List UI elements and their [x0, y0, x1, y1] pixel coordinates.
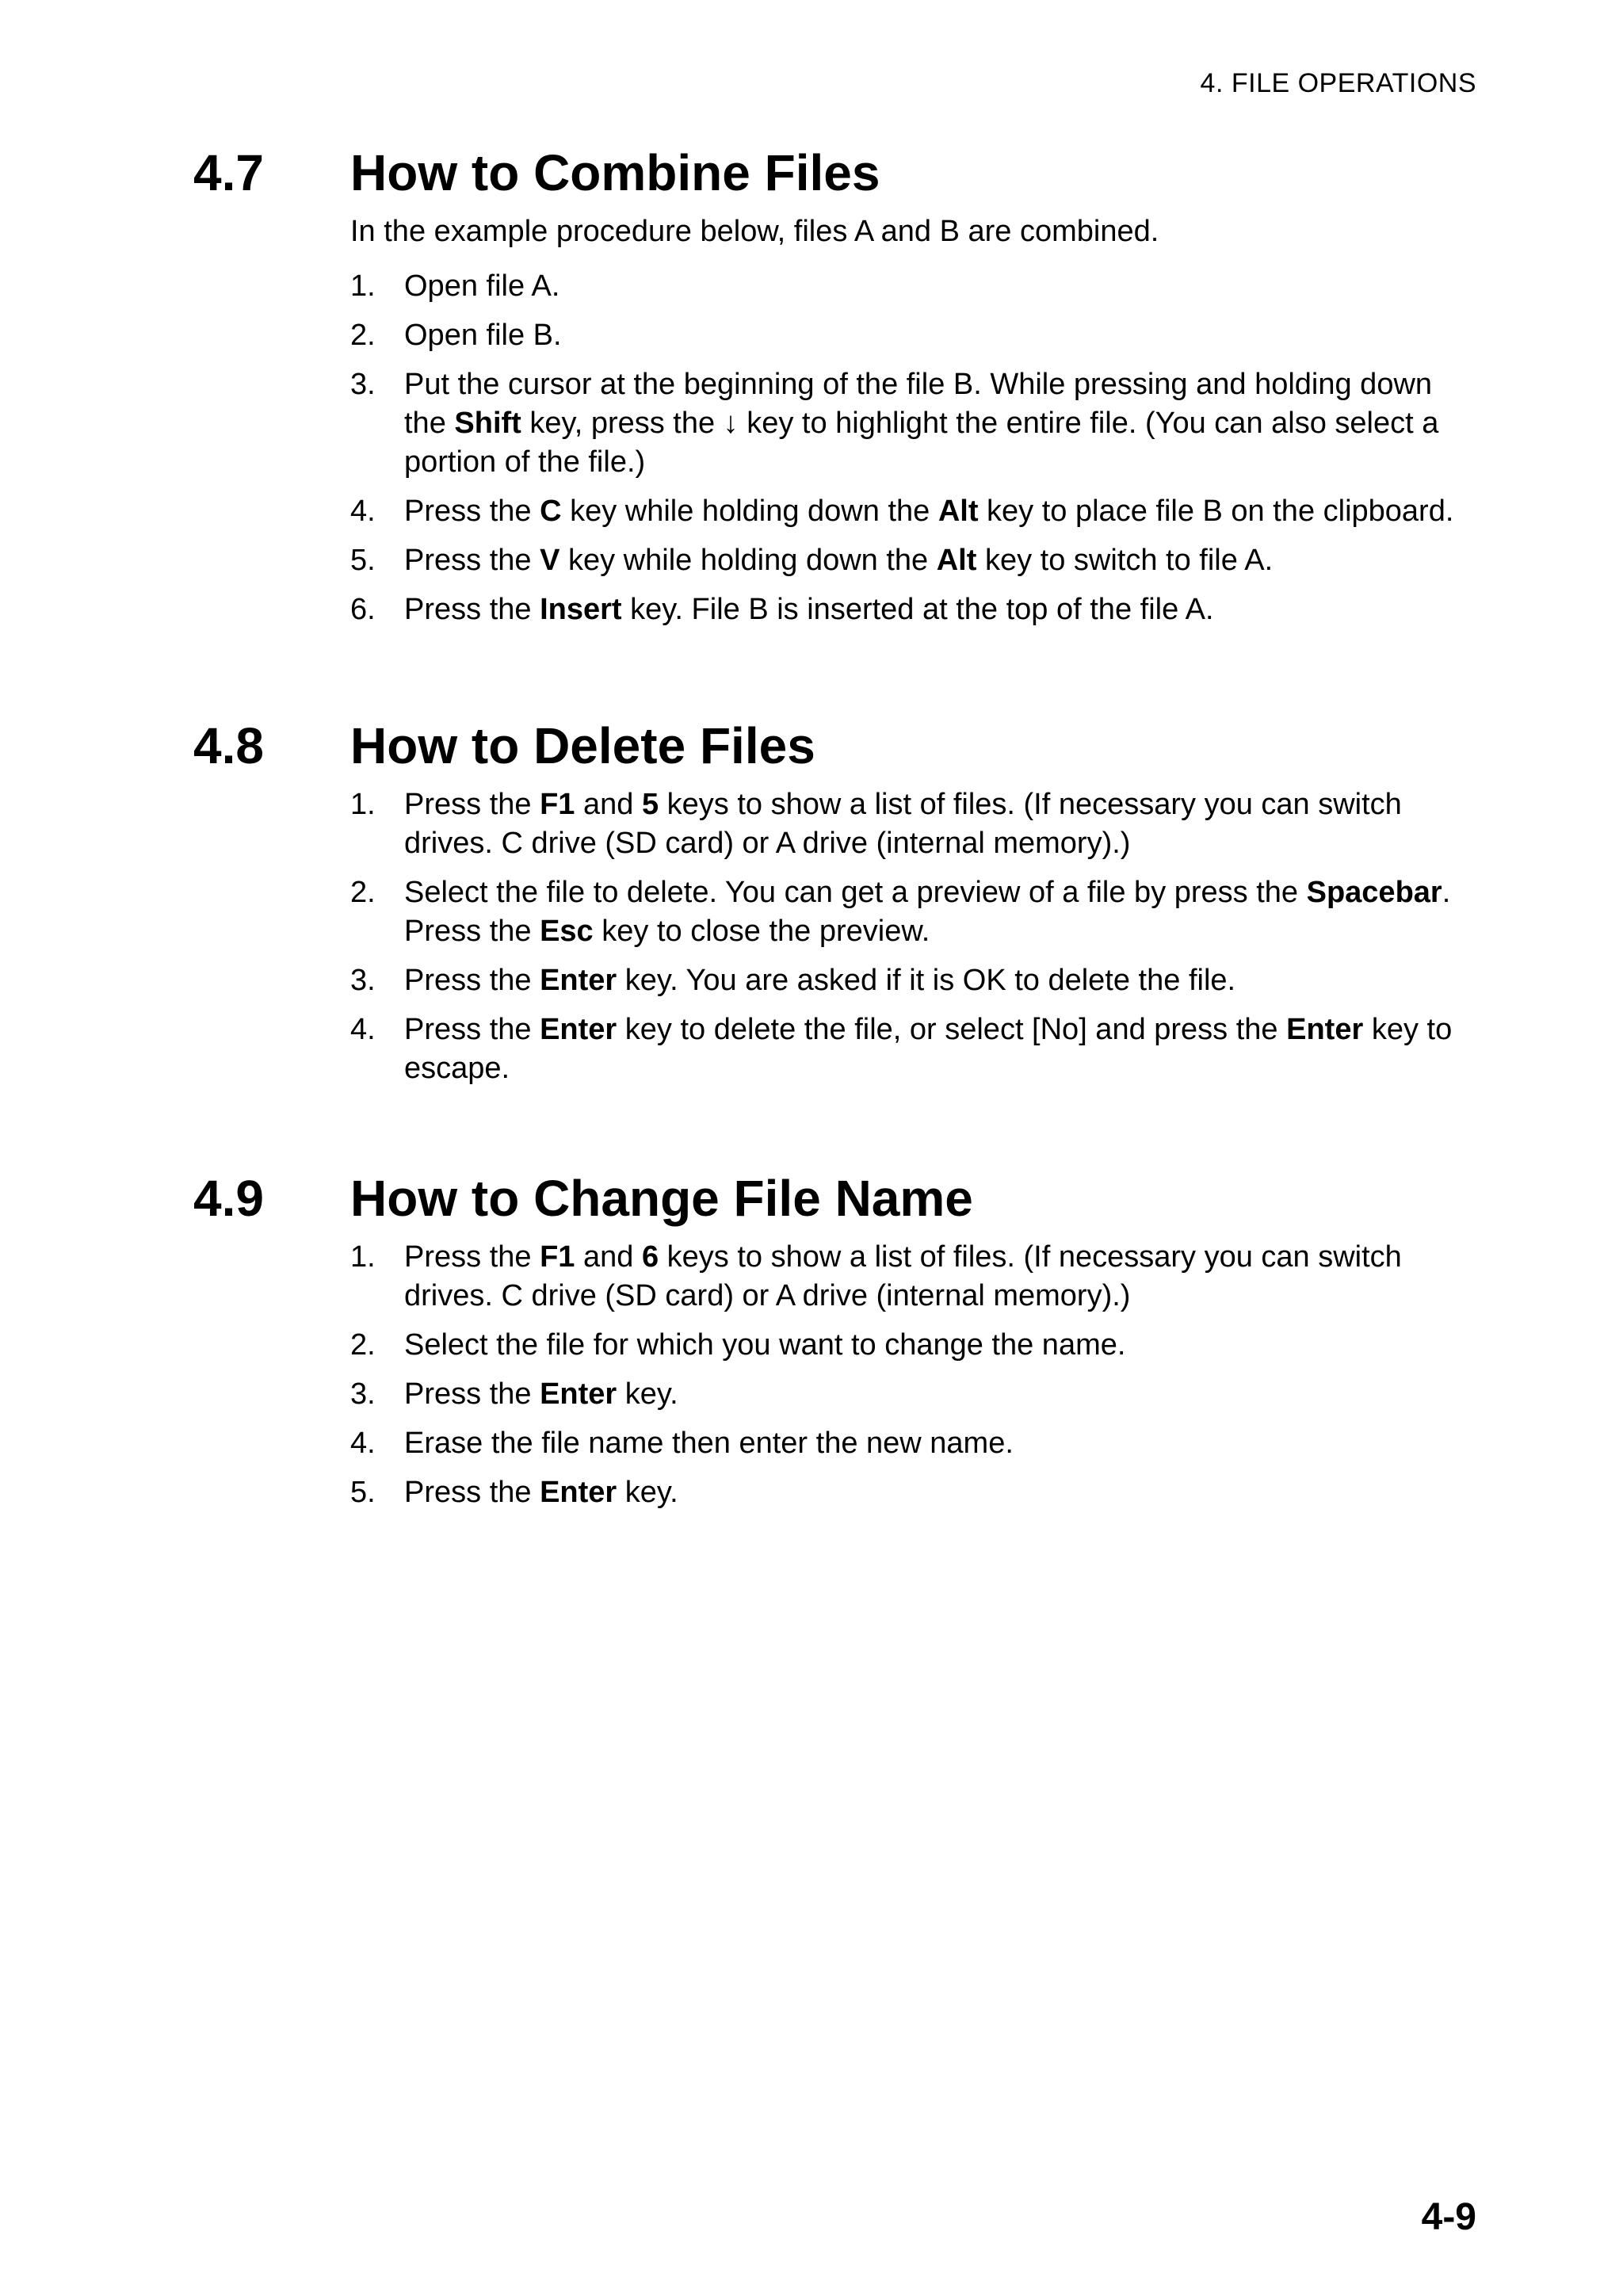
step-text-run: key to switch to file A. [976, 544, 1274, 577]
list-item [350, 961, 1477, 1000]
key-name: Enter [540, 964, 617, 997]
step-text [404, 1010, 1477, 1088]
section-number: 4.9 [193, 1170, 264, 1227]
step-text [404, 961, 1477, 1000]
step-list [350, 785, 1477, 1088]
section-body [350, 1238, 1477, 1512]
key-name: Enter [540, 1377, 617, 1411]
section-delete-files [193, 714, 1477, 1098]
key-name: 5 [641, 788, 659, 821]
step-text-run: keys to show a list of files. (If necessary you can switch drives. C drive (SD card) or A drive (internal memory).) [404, 1240, 1402, 1312]
step-text-run: Put the cursor at the beginning of the file B. While pressing and holding down the [404, 368, 1433, 440]
key-name: Alt [936, 544, 977, 577]
step-number: 1. [350, 1240, 376, 1274]
step-text-run: key, press the ↓ key to highlight the entire file. (You can also select a portion of the file.) [404, 407, 1439, 479]
step-text [404, 1326, 1477, 1365]
key-name: Enter [540, 1476, 617, 1509]
key-name: Shift [454, 407, 521, 440]
step-text [404, 492, 1477, 531]
step-number: 2. [350, 319, 376, 352]
list-item [350, 1238, 1477, 1316]
step-text-run: and [575, 788, 642, 821]
list-item [350, 1010, 1477, 1088]
step-text [404, 267, 1477, 306]
step-text-run: key to place file B on the clipboard. [978, 495, 1454, 528]
step-number: 4. [350, 495, 376, 528]
key-name: Insert [540, 593, 622, 626]
step-number: 1. [350, 269, 376, 303]
section-body [350, 785, 1477, 1088]
step-text-run: key to close the preview. [593, 915, 930, 948]
list-item [350, 1375, 1477, 1414]
key-name: Esc [540, 915, 594, 948]
step-text-run: and [575, 1240, 642, 1274]
key-name: Enter [540, 1013, 617, 1046]
step-text-run: key to delete the file, or select [No] and press the [617, 1013, 1287, 1046]
key-name: C [540, 495, 562, 528]
section-body [350, 212, 1477, 629]
section-number: 4.7 [193, 144, 264, 201]
section-title: How to Delete Files [350, 717, 815, 774]
step-text [404, 365, 1477, 482]
step-text [404, 873, 1477, 951]
section-title: How to Combine Files [350, 144, 880, 201]
step-number: 3. [350, 368, 376, 401]
step-text [404, 1473, 1477, 1512]
step-text-run: Select the file for which you want to change the name. [404, 1328, 1126, 1362]
step-text-run: key to escape. [404, 1013, 1453, 1085]
section-intro: In the example procedure below, files A and B are combined. [350, 215, 1159, 248]
key-name: V [540, 544, 560, 577]
section-heading [193, 141, 1477, 204]
key-name: F1 [540, 788, 575, 821]
step-text-run: Select the file to delete. You can get a preview of a file by press the [404, 876, 1307, 909]
step-text-run: Press the [404, 495, 540, 528]
step-text-run: Press the [404, 788, 540, 821]
step-number: 5. [350, 1476, 376, 1509]
step-text-run: Open file A. [404, 269, 560, 303]
list-item [350, 316, 1477, 355]
step-number: 3. [350, 964, 376, 997]
step-text-run: key. [617, 1377, 678, 1411]
step-text [404, 1424, 1477, 1463]
list-item [350, 267, 1477, 306]
step-number: 3. [350, 1377, 376, 1411]
running-header: 4. FILE OPERATIONS [1200, 68, 1476, 98]
step-text [404, 316, 1477, 355]
step-text [404, 541, 1477, 580]
step-number: 4. [350, 1013, 376, 1046]
step-number: 1. [350, 788, 376, 821]
step-number: 4. [350, 1427, 376, 1460]
step-text-run: key. You are asked if it is OK to delete the file. [617, 964, 1236, 997]
section-heading [193, 714, 1477, 777]
list-item [350, 785, 1477, 863]
section-number: 4.8 [193, 717, 264, 774]
step-list [350, 1238, 1477, 1512]
section-heading [193, 1167, 1477, 1230]
list-item [350, 1326, 1477, 1365]
list-item [350, 365, 1477, 482]
list-item [350, 1473, 1477, 1512]
step-text [404, 1238, 1477, 1316]
step-text-run: Press the [404, 544, 540, 577]
key-name: 6 [641, 1240, 659, 1274]
step-text-run: key. File B is inserted at the top of the file A. [621, 593, 1214, 626]
step-text [404, 590, 1477, 629]
step-text-run: Press the [404, 593, 540, 626]
step-text-run: key. [617, 1476, 678, 1509]
step-text-run: Press the [404, 1240, 540, 1274]
list-item [350, 492, 1477, 531]
step-text-run: . Press the [404, 876, 1451, 948]
step-text-run: key while holding down the [561, 495, 938, 528]
page-number: 4-9 [1421, 2196, 1476, 2238]
step-number: 2. [350, 1328, 376, 1362]
step-list [350, 267, 1477, 629]
list-item [350, 873, 1477, 951]
key-name: Spacebar [1306, 876, 1442, 909]
list-item [350, 590, 1477, 629]
step-text-run: keys to show a list of files. (If necessary you can switch drives. C drive (SD card) or A drive (internal memory).) [404, 788, 1402, 860]
step-number: 5. [350, 544, 376, 577]
step-number: 2. [350, 876, 376, 909]
step-text-run: Press the [404, 1377, 540, 1411]
step-text-run: key while holding down the [559, 544, 937, 577]
step-text [404, 1375, 1477, 1414]
step-text-run: Open file B. [404, 319, 562, 352]
step-number: 6. [350, 593, 376, 626]
list-item [350, 541, 1477, 580]
step-text-run: Press the [404, 1013, 540, 1046]
step-text-run: Press the [404, 964, 540, 997]
step-text-run: Erase the file name then enter the new name. [404, 1427, 1014, 1460]
section-title: How to Change File Name [350, 1170, 973, 1227]
section-combine-files [193, 141, 1477, 640]
key-name: F1 [540, 1240, 575, 1274]
key-name: Enter [1286, 1013, 1364, 1046]
list-item [350, 1424, 1477, 1463]
step-text-run: Press the [404, 1476, 540, 1509]
key-name: Alt [938, 495, 979, 528]
step-text [404, 785, 1477, 863]
section-change-file-name [193, 1167, 1477, 1522]
